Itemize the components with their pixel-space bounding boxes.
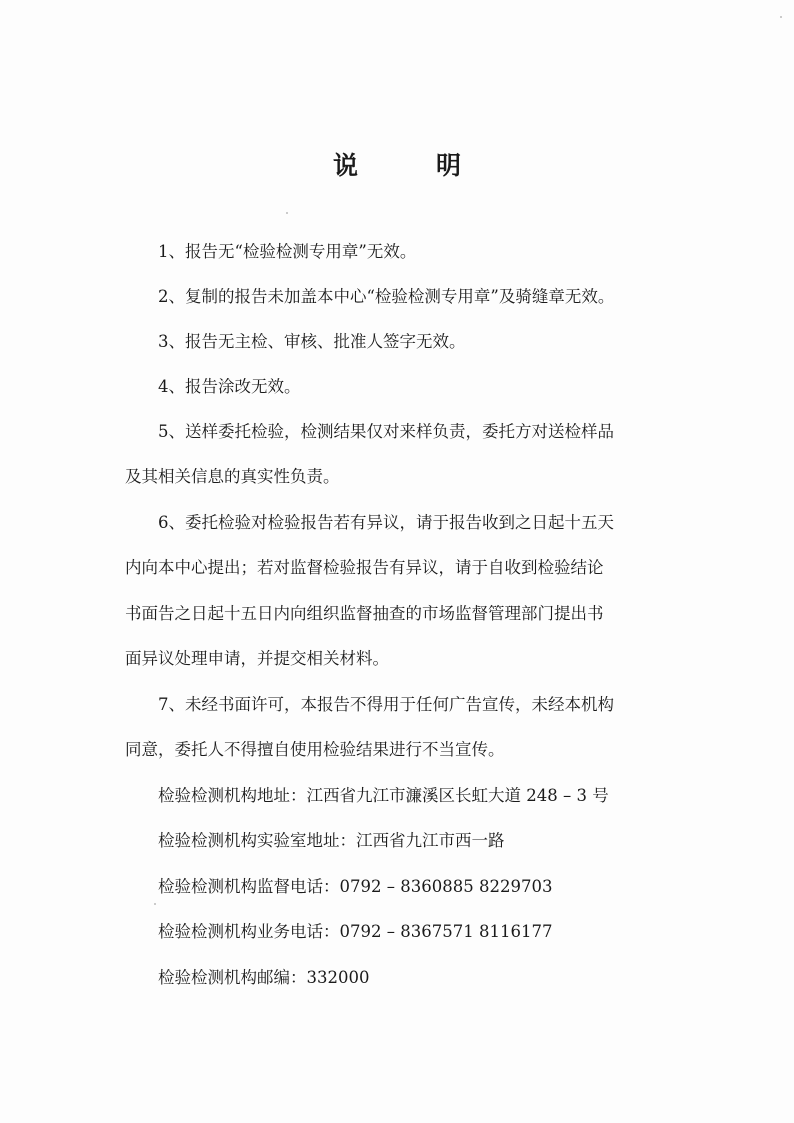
notice-item-2: 2、复制的报告未加盖本中心“检验检测专用章”及骑缝章无效。	[158, 287, 615, 306]
notice-item-6-line-4: 面异议处理申请，并提交相关材料。	[125, 649, 389, 668]
title-char-2: 明	[436, 151, 462, 180]
notice-item-4: 4、报告涂改无效。	[158, 377, 301, 396]
contact-address: 检验检测机构地址：江西省九江市濂溪区长虹大道 248 – 3 号	[158, 786, 609, 805]
notice-item-5-line-1: 5、送样委托检验，检测结果仅对来样负责，委托方对送检样品	[158, 422, 614, 441]
scan-speck	[154, 903, 156, 905]
notice-item-6-line-1: 6、委托检验对检验报告若有异议，请于报告收到之日起十五天	[158, 513, 614, 532]
notice-item-7-line-2: 同意，委托人不得擅自使用检验结果进行不当宣传。	[125, 740, 505, 759]
notice-item-7-line-1: 7、未经书面许可，本报告不得用于任何广告宣传，未经本机构	[158, 695, 614, 714]
contact-supervision-phone: 检验检测机构监督电话：0792 – 8360885 8229703	[158, 877, 553, 896]
page-title	[0, 146, 794, 182]
contact-business-phone: 检验检测机构业务电话：0792 – 8367571 8116177	[158, 922, 553, 941]
contact-postcode: 检验检测机构邮编：332000	[158, 968, 370, 987]
scan-speck	[780, 16, 782, 18]
notice-item-3: 3、报告无主检、审核、批准人签字无效。	[158, 332, 466, 351]
title-char-1: 说	[332, 151, 358, 180]
notice-item-6-line-2: 内向本中心提出；若对监督检验报告有异议，请于自收到检验结论	[125, 558, 604, 577]
notice-item-1: 1、报告无“检验检测专用章”无效。	[158, 242, 417, 261]
notice-item-5-line-2: 及其相关信息的真实性负责。	[125, 467, 340, 486]
contact-lab-address: 检验检测机构实验室地址：江西省九江市西一路	[158, 831, 505, 850]
scan-speck	[286, 212, 288, 214]
notice-item-6-line-3: 书面告之日起十五日内向组织监督抽查的市场监督管理部门提出书	[125, 604, 604, 623]
